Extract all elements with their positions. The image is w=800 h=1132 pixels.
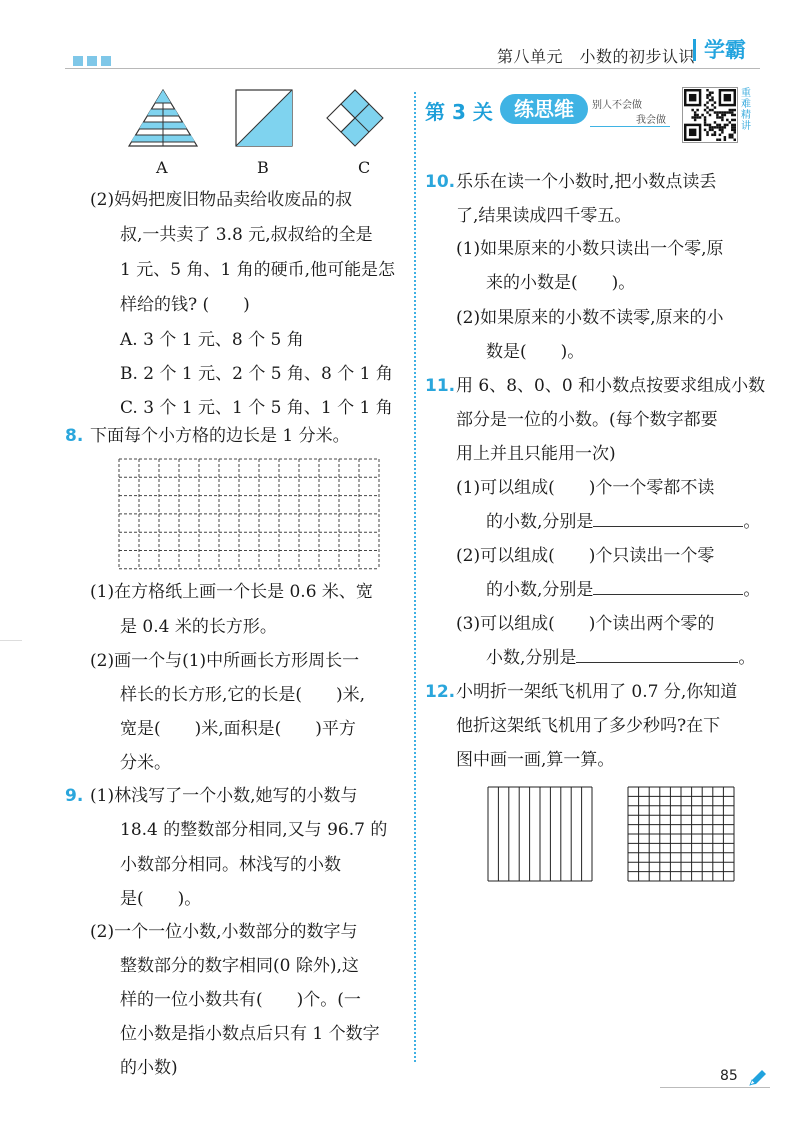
q8-2-line-4: 分米。: [120, 753, 171, 773]
qr-module: [719, 116, 721, 118]
qr-module: [709, 114, 711, 116]
q10-1-line-1: (1)如果原来的小数只读出一个零,原: [456, 239, 724, 259]
header-rule: [65, 68, 760, 69]
q8-stem: 下面每个小方格的边长是 1 分米。: [90, 426, 350, 446]
q7-2-line-1: (2)妈妈把废旧物品卖给收废品的叔: [90, 190, 353, 210]
figure-a-triangle: [129, 90, 197, 146]
q9-1-line-3: 小数部分相同。林浅写的小数: [120, 855, 341, 875]
qr-module: [709, 91, 711, 93]
qr-code[interactable]: [682, 87, 738, 143]
level-slogan-2: 我会做: [636, 115, 666, 126]
q10-stem-2: 了,结果读成四千零五。: [456, 206, 632, 226]
unit-title: 第八单元 小数的初步认识: [497, 47, 696, 66]
qr-module: [704, 109, 706, 111]
q8-2-line-2: 样长的长方形,它的长是( )米,: [120, 685, 366, 705]
q9-2-line-2: 整数部分的数字相同(0 除外),这: [120, 956, 359, 976]
level-tag: 练思维: [500, 94, 588, 124]
qr-module: [694, 111, 696, 113]
qr-module: [721, 131, 723, 133]
qr-module: [726, 119, 728, 121]
qr-module: [711, 126, 713, 128]
qr-module: [729, 134, 731, 136]
qr-module: [731, 129, 733, 131]
qr-label: 重难精讲: [741, 88, 751, 132]
qr-finder: [689, 129, 696, 136]
qr-module: [721, 119, 723, 121]
qr-module: [724, 111, 726, 113]
qr-module: [719, 126, 721, 128]
qr-module: [724, 124, 726, 126]
qr-module: [706, 131, 708, 133]
qr-module: [716, 124, 718, 126]
qr-module: [731, 136, 733, 138]
q8-1-line-2: 是 0.4 米的长方形。: [120, 617, 277, 637]
q7-2-option-c: C. 3 个 1 元、1 个 5 角、1 个 1 角: [120, 398, 393, 418]
qr-module: [729, 136, 731, 138]
footer-rule: [660, 1087, 770, 1088]
level-title: 第 3 关: [425, 100, 493, 124]
qr-module: [716, 126, 718, 128]
qr-module: [706, 101, 708, 103]
qr-module: [734, 114, 736, 116]
qr-module: [696, 116, 698, 118]
qr-module: [694, 116, 696, 118]
qr-module: [731, 134, 733, 136]
qr-module: [714, 101, 716, 103]
qr-module: [734, 129, 736, 131]
q11-3-line-2: 小数,分别是 。: [486, 648, 756, 668]
qr-module: [716, 139, 718, 141]
page-number: 85: [720, 1068, 738, 1084]
qr-module: [709, 99, 711, 101]
qr-module: [731, 119, 733, 121]
qr-module: [731, 109, 733, 111]
strip-diagram[interactable]: [487, 786, 593, 882]
q11-3-line-1: (3)可以组成( )个读出两个零的: [456, 614, 715, 634]
q7-2-line-3: 1 元、5 角、1 角的硬币,他可能是怎: [120, 260, 396, 280]
q10-2-line-1: (2)如果原来的小数不读零,原来的小: [456, 308, 724, 328]
figure-label-a: A: [156, 158, 168, 177]
q9-1-line-1: (1)林浅写了一个小数,她写的小数与: [90, 786, 358, 806]
qr-module: [704, 116, 706, 118]
qr-finder: [724, 94, 731, 101]
qr-module: [711, 99, 713, 101]
q11-stem-3: 用上并且只能用一次): [456, 444, 616, 464]
dashed-grid[interactable]: [118, 458, 380, 570]
qr-module: [719, 139, 721, 141]
qr-module: [711, 104, 713, 106]
answer-blank[interactable]: [576, 648, 738, 663]
qr-module: [724, 139, 726, 141]
q11-1-line-2: 的小数,分别是 。: [486, 512, 761, 532]
qr-module: [721, 126, 723, 128]
answer-blank[interactable]: [593, 580, 743, 595]
qr-module: [714, 126, 716, 128]
qr-module: [719, 124, 721, 126]
qr-module: [731, 114, 733, 116]
qr-module: [711, 96, 713, 98]
qr-module: [714, 121, 716, 123]
qr-module: [716, 116, 718, 118]
qr-module: [696, 109, 698, 111]
qr-module: [734, 126, 736, 128]
qr-module: [706, 111, 708, 113]
figure-label-b: B: [257, 158, 269, 177]
qr-module: [701, 114, 703, 116]
qr-module: [694, 114, 696, 116]
q10-number: 10.: [425, 172, 456, 192]
qr-module: [706, 106, 708, 108]
q9-1-line-4: 是( )。: [120, 889, 202, 909]
qr-module: [734, 119, 736, 121]
qr-module: [719, 134, 721, 136]
qr-module: [706, 134, 708, 136]
q12-stem-1: 小明折一架纸飞机用了 0.7 分,你知道: [456, 682, 738, 702]
q12-number: 12.: [425, 682, 456, 702]
qr-module: [706, 94, 708, 96]
q10-stem-1: 乐乐在读一个小数时,把小数点读丢: [456, 172, 717, 192]
header-decoration: [73, 56, 111, 66]
qr-module: [691, 109, 693, 111]
shape-figures: [125, 88, 395, 148]
q9-2-line-1: (2)一个一位小数,小数部分的数字与: [90, 922, 358, 942]
margin-mark: [0, 640, 22, 641]
qr-module: [719, 111, 721, 113]
level-underline: [590, 126, 670, 127]
qr-module: [734, 124, 736, 126]
qr-module: [714, 106, 716, 108]
qr-module: [711, 109, 713, 111]
qr-module: [724, 136, 726, 138]
hundred-grid[interactable]: [627, 786, 735, 882]
pencil-icon: [748, 1069, 768, 1087]
figure-c-diamonds: [327, 90, 383, 146]
qr-module: [709, 94, 711, 96]
q8-number: 8.: [65, 426, 84, 446]
qr-module: [704, 104, 706, 106]
answer-blank[interactable]: [593, 512, 743, 527]
qr-module: [721, 129, 723, 131]
q11-1-line-1: (1)可以组成( )个一个零都不读: [456, 478, 715, 498]
qr-module: [721, 111, 723, 113]
q11-2-line-2: 的小数,分别是 。: [486, 580, 761, 600]
q11-number: 11.: [425, 376, 456, 396]
q9-number: 9.: [65, 786, 84, 806]
qr-module: [714, 134, 716, 136]
qr-module: [721, 114, 723, 116]
q7-2-line-2: 叔,一共卖了 3.8 元,叔叔给的全是: [120, 225, 373, 245]
qr-module: [709, 124, 711, 126]
qr-module: [731, 124, 733, 126]
qr-module: [726, 111, 728, 113]
q7-2-option-a: A. 3 个 1 元、8 个 5 角: [120, 330, 304, 350]
qr-module: [716, 111, 718, 113]
q11-stem-2: 部分是一位的小数。(每个数字都要: [456, 410, 718, 430]
brand-logo: 学霸: [693, 39, 746, 61]
q9-2-line-4: 位小数是指小数点后只有 1 个数字: [120, 1024, 380, 1044]
q9-2-line-3: 样的一位小数共有( )个。(一: [120, 990, 361, 1010]
column-divider: [414, 92, 416, 1062]
qr-module: [704, 129, 706, 131]
qr-module: [734, 131, 736, 133]
q10-1-line-2: 来的小数是( )。: [486, 273, 636, 293]
qr-module: [729, 109, 731, 111]
q8-2-line-3: 宽是( )米,面积是( )平方: [120, 719, 356, 739]
qr-module: [694, 119, 696, 121]
qr-module: [706, 124, 708, 126]
qr-module: [729, 111, 731, 113]
qr-module: [731, 111, 733, 113]
figure-b-square: [236, 90, 292, 146]
qr-module: [704, 124, 706, 126]
qr-module: [719, 129, 721, 131]
qr-module: [726, 124, 728, 126]
q12-stem-3: 图中画一画,算一算。: [456, 750, 615, 770]
q12-stem-2: 他折这架纸飞机用了多少秒吗?在下: [456, 716, 721, 736]
qr-finder: [689, 94, 696, 101]
q10-2-line-2: 数是( )。: [486, 342, 585, 362]
q7-2-option-b: B. 2 个 1 元、2 个 5 角、8 个 1 角: [120, 364, 393, 384]
qr-module: [714, 111, 716, 113]
qr-module: [691, 116, 693, 118]
qr-module: [704, 119, 706, 121]
qr-module: [714, 131, 716, 133]
qr-module: [711, 91, 713, 93]
qr-module: [734, 109, 736, 111]
qr-module: [711, 129, 713, 131]
qr-module: [729, 121, 731, 123]
q7-2-line-4: 样给的钱? ( ): [120, 295, 250, 315]
q9-2-line-5: 的小数): [120, 1058, 178, 1078]
qr-module: [724, 114, 726, 116]
qr-module: [709, 109, 711, 111]
qr-module: [709, 129, 711, 131]
q11-stem-1: 用 6、8、0、0 和小数点按要求组成小数: [456, 376, 766, 396]
level-slogan-1: 别人不会做: [592, 100, 642, 111]
qr-module: [706, 89, 708, 91]
qr-module: [699, 116, 701, 118]
qr-module: [731, 126, 733, 128]
qr-module: [696, 114, 698, 116]
q8-1-line-1: (1)在方格纸上画一个长是 0.6 米、宽: [90, 582, 373, 602]
qr-module: [734, 139, 736, 141]
figure-label-c: C: [358, 158, 371, 177]
qr-module: [706, 96, 708, 98]
qr-module: [724, 126, 726, 128]
qr-module: [709, 126, 711, 128]
q8-2-line-1: (2)画一个与(1)中所画长方形周长一: [90, 651, 360, 671]
qr-module: [711, 134, 713, 136]
qr-module: [704, 121, 706, 123]
qr-module: [716, 114, 718, 116]
qr-module: [721, 116, 723, 118]
q11-2-line-1: (2)可以组成( )个只读出一个零: [456, 546, 715, 566]
q9-1-line-2: 18.4 的整数部分相同,又与 96.7 的: [120, 820, 388, 840]
